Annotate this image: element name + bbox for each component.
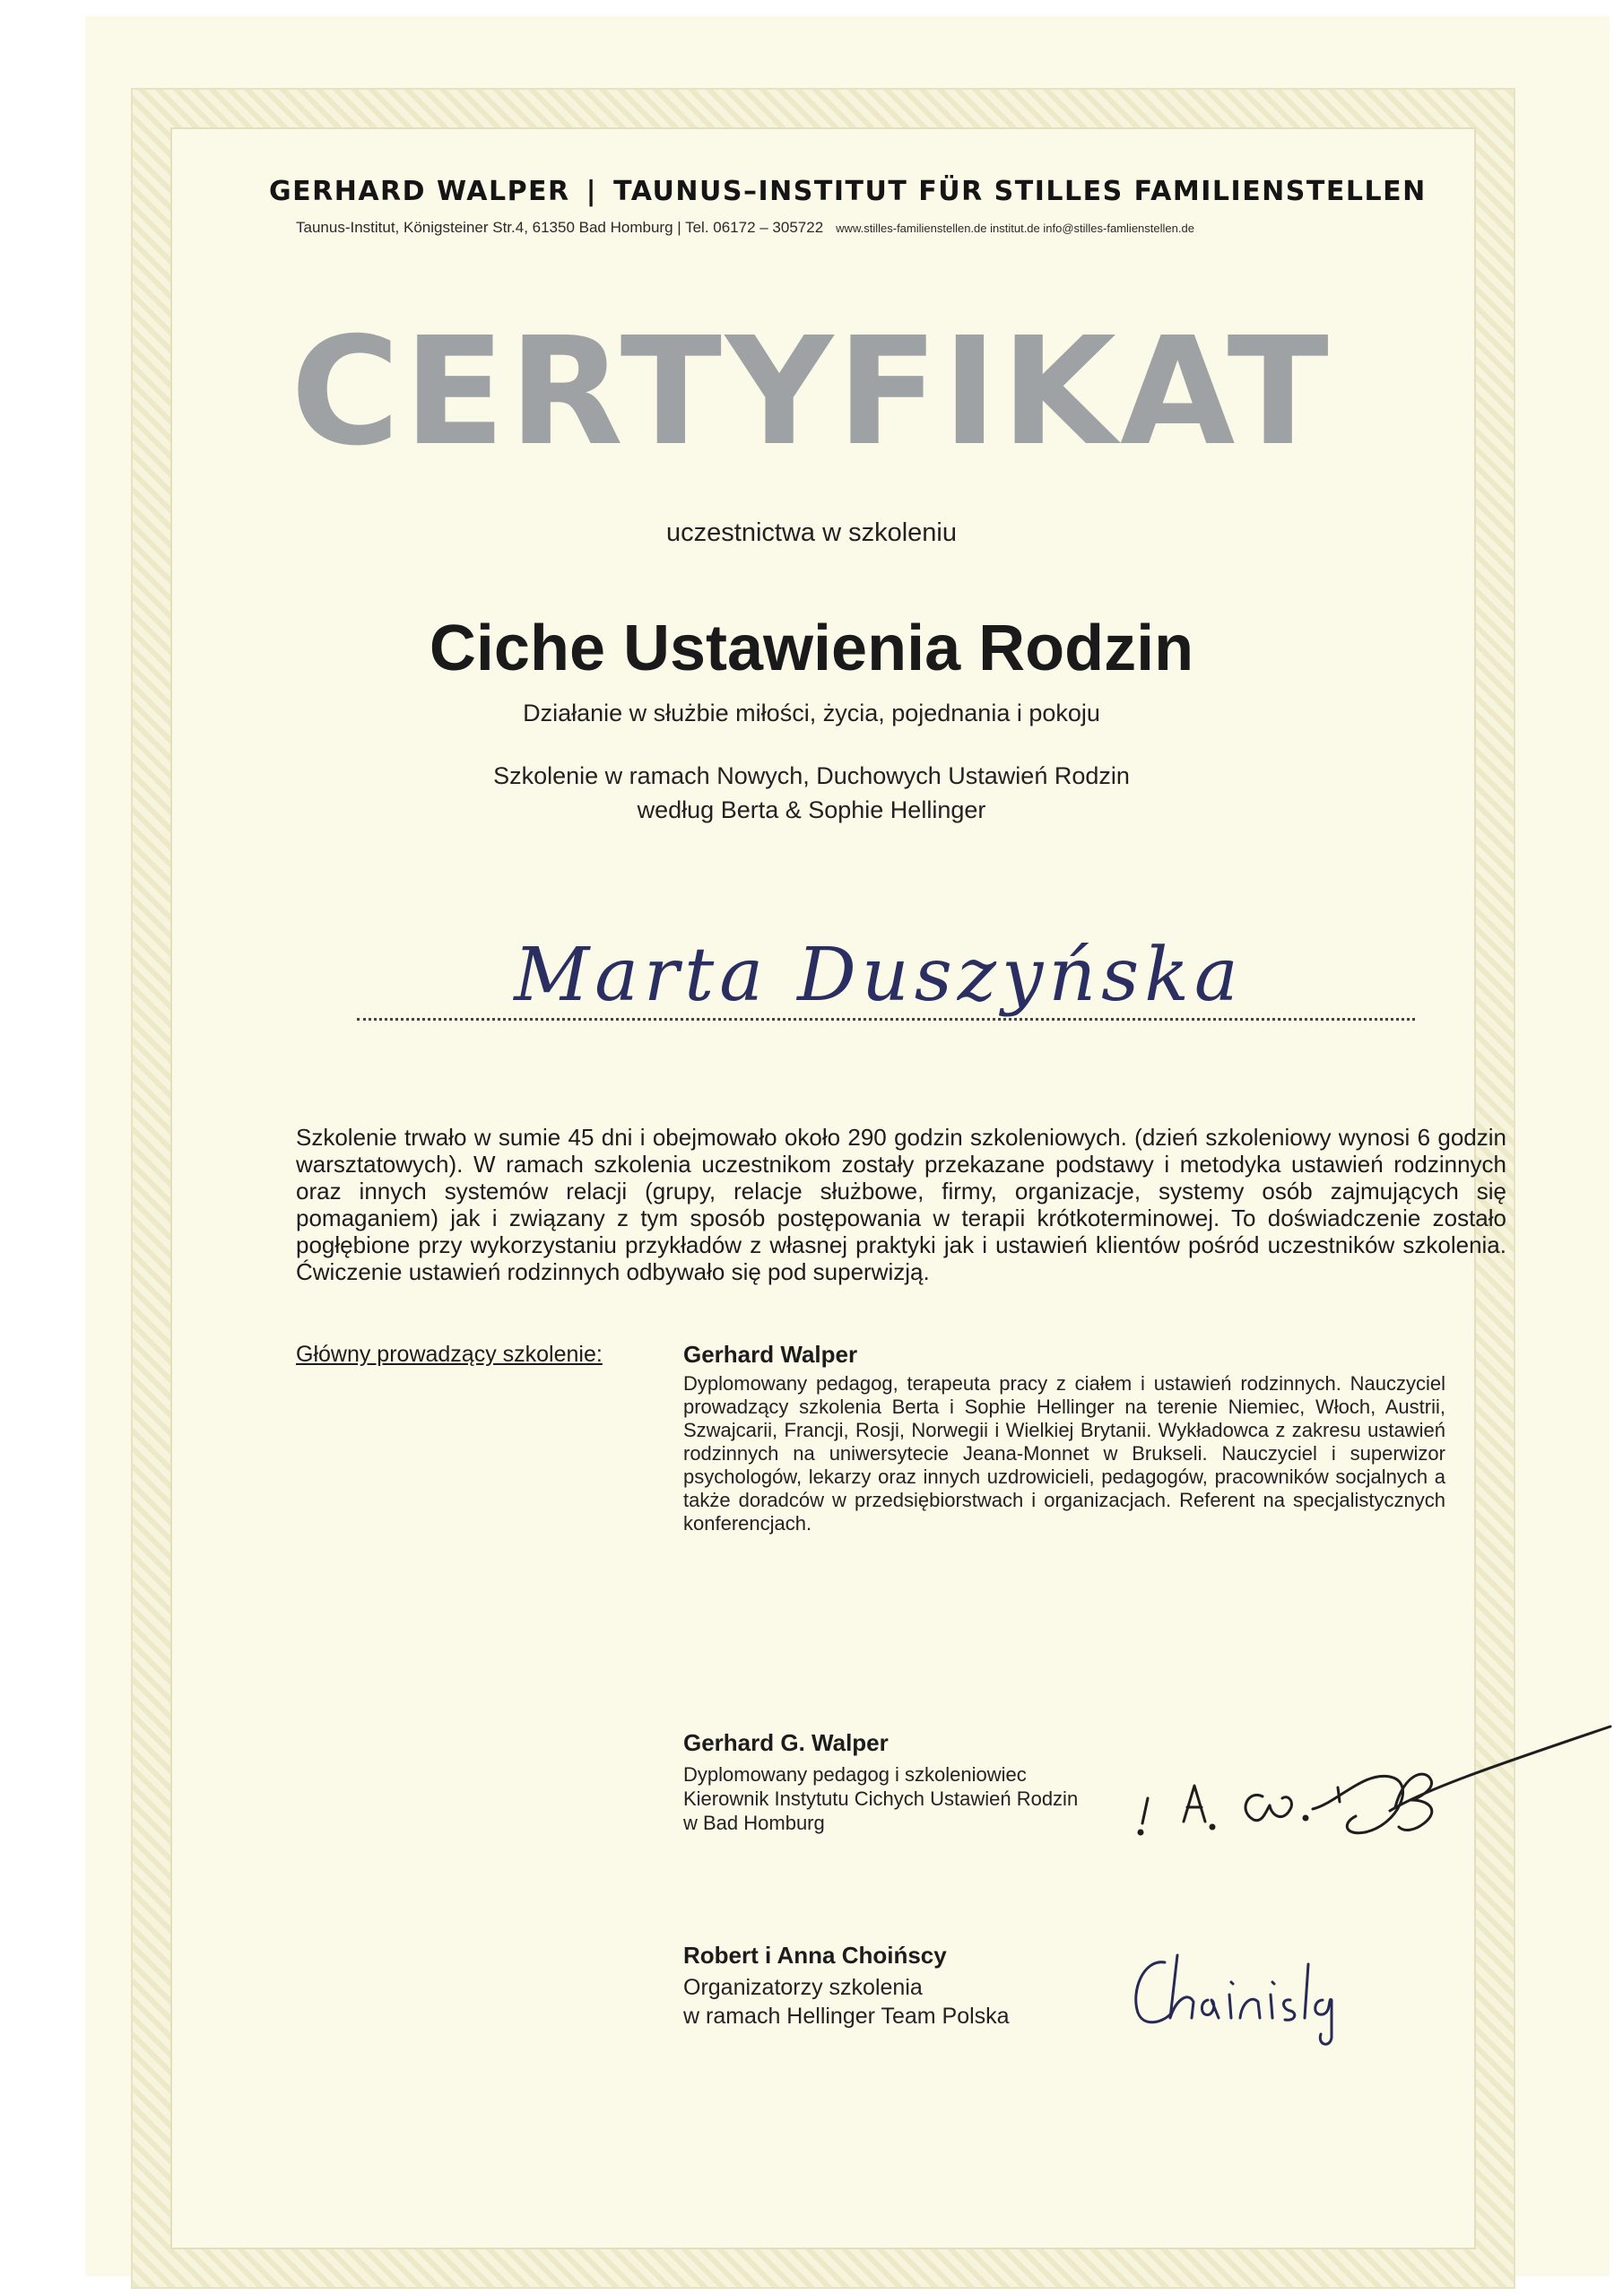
course-title: Ciche Ustawienia Rodzin: [429, 613, 1194, 684]
header-separator: |: [586, 176, 598, 207]
program-line-1: Szkolenie w ramach Nowych, Duchowych Ustawień Rodzin: [493, 762, 1130, 789]
organizer-name: GERHARD WALPER: [269, 176, 570, 207]
participant-dotted-line: [357, 1018, 1415, 1021]
signatory-1-title: Dyplomowany pedagog i szkoleniowiec: [683, 1763, 1027, 1786]
institute-contact: [296, 219, 1551, 237]
institute-header: [269, 176, 1524, 207]
course-motto: Działanie w służbie miłości, życia, pojednania i pokoju: [523, 700, 1100, 726]
signatory-2-title: Organizatorzy szkolenia: [683, 1975, 923, 2000]
lead-trainer-label: Główny prowadzący szkolenie:: [296, 1342, 603, 1367]
participant-name: Marta Duszyńska: [514, 933, 1244, 1018]
signatory-2-name: Robert i Anna Choińscy: [683, 1942, 947, 1969]
lead-trainer-bio: Dyplomowany pedagog, terapeuta pracy z ciałem i ustawień rodzinnych. Nauczyciel prowadzący szkolenia Berta i Sophie Hellinger na terenie Niemiec, Włoch, Austrii, Szwajcarii, Francji, Rosji, Norwegii i Wielkiej Brytanii. Wykładowca z zakresu ustawień rodzinnych na uniwersytecie Jeana-Monnet w Brukseli. Nauczyciel i superwizor psychologów, lekarzy oraz innych uzdrowicieli, pedagogów, pracowników socjalnych a także doradców w przedsiębiorstwach i organizacjach. Referent na specjalistycznych konferencjach.: [683, 1372, 1445, 1535]
certificate-title: CERTYFIKAT: [291, 306, 1332, 479]
signatory-2-block: [683, 1942, 1010, 2031]
institute-address: Taunus-Institut, Königsteiner Str.4, 61350 Bad Homburg | Tel. 06172 – 305722: [296, 219, 824, 236]
institute-name: TAUNUS–INSTITUT FÜR STILLES FAMILIENSTELLEN: [613, 176, 1427, 207]
certificate-subtitle: uczestnictwa w szkoleniu: [666, 518, 957, 547]
institute-web: www.stilles-familienstellen.de institut.de info@stilles-famlienstellen.de: [836, 222, 1194, 235]
lead-trainer-name: Gerhard Walper: [683, 1341, 858, 1368]
signatory-1-name: Gerhard G. Walper: [683, 1729, 889, 1756]
signatory-1-role: Kierownik Instytutu Cichych Ustawień Rodzin: [683, 1787, 1079, 1810]
program-line-2: według Berta & Sophie Hellinger: [637, 796, 986, 823]
signature-2-graphic: [1125, 1937, 1430, 2054]
signature-1-graphic: [1130, 1718, 1614, 1843]
signatory-2-role: w ramach Hellinger Team Polska: [683, 2004, 1010, 2029]
course-description: Szkolenie trwało w sumie 45 dni i obejmowało około 290 godzin szkoleniowych. (dzień szkoleniowy wynosi 6 godzin warsztatowych). W ramach szkolenia uczestnikom zostały przekazane podstawy i metodyka ustawień rodzinnych oraz innych systemów relacji (grupy, relacje służbowe, firmy, organizacje, systemy osób zajmujących się pomaganiem) jak i związany z tym sposób postępowania w terapii krótkoterminowej. To doświadczenie zostało pogłębione przy wykorzystaniu przykładów z własnej praktyki jak i ustawień klientów pośród uczestników szkolenia. Ćwiczenie ustawień rodzinnych odbywało się pod superwizją.: [296, 1124, 1506, 1285]
signatory-1-block: [683, 1729, 1078, 1835]
signatory-1-location: w Bad Homburg: [683, 1812, 825, 1834]
